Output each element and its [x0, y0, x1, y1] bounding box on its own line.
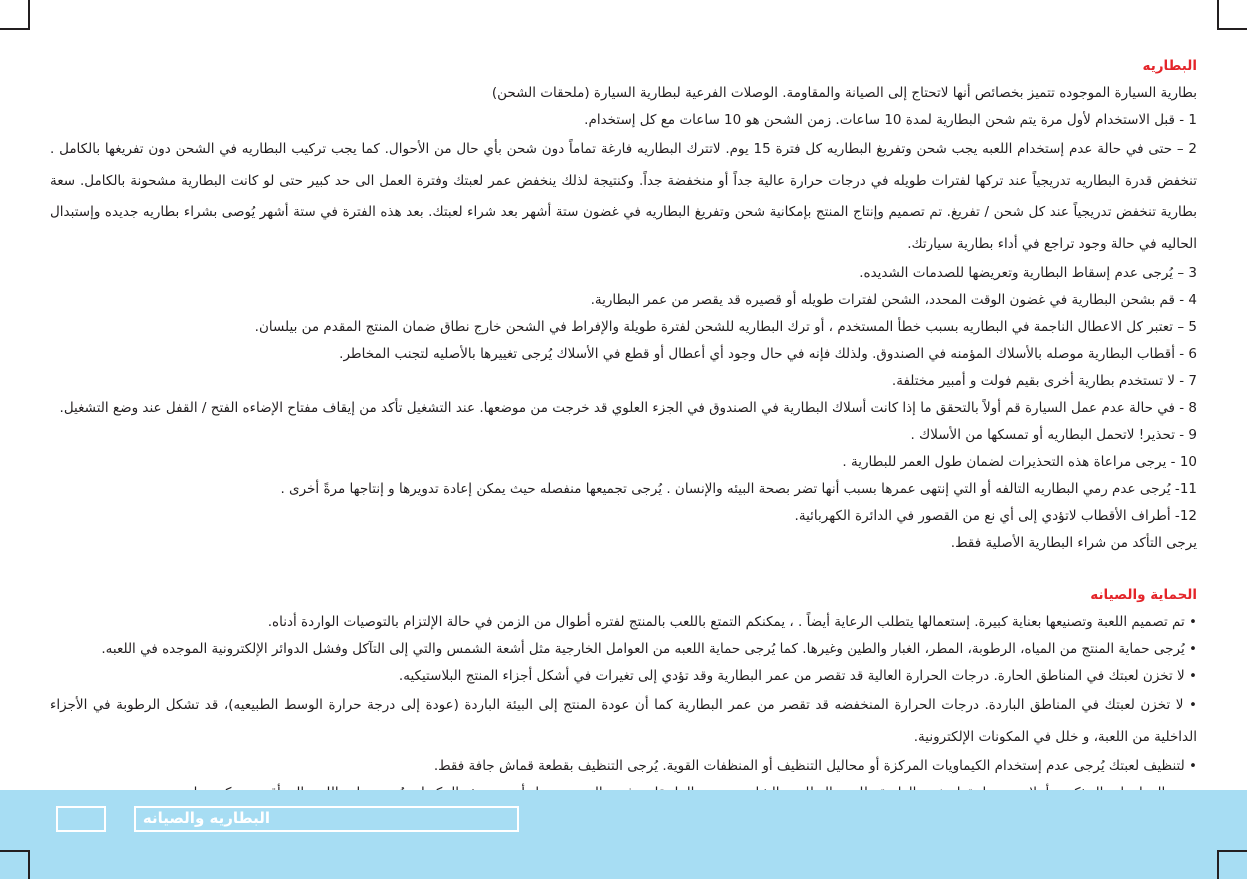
crop-mark [28, 850, 30, 879]
section-gap [50, 557, 1197, 581]
crop-mark [0, 28, 30, 30]
battery-paragraph: 2 – حتى في حالة عدم إستخدام اللعبه يجب شحن وتفريغ البطاريه كل فترة 15 يوم. لاتترك البطاريه فارغة تماماً دون شحن بأي حال من الأحوال. كما يجب تركيب البطاريه في الشحن دون تفريغها بالكامل . تنخفض قدرة البطاريه تدريجياً عند تركها لفترات طويله في درجات حرارة عالية جداً أو منخفضة جداً. وكنتيجة لذلك ينخفض عمر لعبتك وفترة العمل الى حد كبير حتى لو كانت البطارية مشحونة بالكامل. سعة بطارية تنخفض تدريجياً عند كل شحن / تفريغ. تم تصميم وإنتاج المنتج بإمكانية شحن وتفريغ البطاريه في غضون ستة أشهر بعد شراء لعبتك. بعد هذه الفترة في ستة أشهر يُوصى بشراء بطاريه جديده وإستبدال الحاليه في حالة وجود تراجع في أداء بطارية سيارتك. [50, 141, 1197, 252]
maintenance-paragraph: • لتنظيف لعبتك يُرجى عدم إستخدام الكيماويات المركزة أو محاليل التنظيف أو المنظفات القوية. يُرجى التنظيف بقطعة قماش جافة فقط. [433, 758, 1197, 774]
battery-paragraph: 7 - لا تستخدم بطارية أخرى بقيم فولت و أمبير مختلفة. [891, 373, 1197, 389]
crop-mark [1217, 850, 1219, 879]
maintenance-paragraph: • لا تخزن لعبتك في المناطق الحارة. درجات الحرارة العالية قد تقصر من عمر البطارية وقد تؤدي إلى تغيرات في أشكل أجزاء المنتج البلاستيكيه. [398, 668, 1197, 684]
battery-paragraph: 12- أطراف الأقطاب لاتؤدي إلى أي نع من القصور في الدائرة الكهربائية. [794, 508, 1197, 524]
battery-paragraph: 1 - قبل الاستخدام لأول مرة يتم شحن البطارية لمدة 10 ساعات. زمن الشحن هو 10 ساعات مع كل إستخدام. [584, 112, 1197, 128]
crop-mark [1217, 0, 1219, 30]
maintenance-heading: الحماية والصيانه [1090, 587, 1197, 603]
battery-paragraph: 11- يُرجى عدم رمي البطاريه التالفه أو التي إنتهى عمرها بسبب أنها تضر بصحة البيئه والإنسان . يُرجى تجميعها منفصله حيث يمكن إعادة تدويرها و إنتاجها مرةً أخرى . [280, 481, 1197, 497]
maintenance-paragraph: • يُرجى حماية المنتج من المياه، الرطوبة، المطر، الغبار والطين وغيرها. كما يُرجى حماية اللعبه من العوامل الخارجية مثل أشعة الشمس والتي إلى التآكل وفشل الدوائر الإلكترونية الموجده في اللعبه. [101, 641, 1197, 657]
battery-paragraph: 9 - تحذير! لاتحمل البطاريه أو تمسكها من الأسلاك . [910, 427, 1197, 443]
battery-paragraph: 8 - في حالة عدم عمل السيارة قم أولاً بالتحقق ما إذا كانت أسلاك البطارية في الصندوق في الجزء العلوي قد خرجت من موضعها. عند التشغيل تأكد من إيقاف مفتاح الإضاءه الفتح / القفل عند وضع التشغيل. [59, 400, 1197, 416]
battery-paragraph: بطارية السيارة الموجوده تتميز بخصائص أنها لاتحتاج إلى الصيانة والمقاومة. الوصلات الفرعية لبطارية السيارة (ملحقات الشحن) [491, 85, 1197, 101]
maintenance-paragraph: • تم تصميم اللعبة وتصنيعها بعناية كبيرة. إستعمالها يتطلب الرعاية أيضاً . ، يمكنكم التمتع باللعب بالمنتج لفتره أطوال من الزمن في حالة الإلتزام بالتوصيات الواردة أدناه. [267, 614, 1197, 630]
battery-paragraph: 6 - أقطاب البطارية موصله بالأسلاك المؤمنه في الصندوق. ولذلك فإنه في حال وجود أي أعطال أو قطع في الأسلاك يُرجى تغييرها بالأصليه لتجنب المخاطر. [339, 346, 1197, 362]
page-number-box [56, 806, 106, 832]
battery-heading: البطاريه [1142, 58, 1197, 74]
maintenance-paragraph: • لا تخزن لعبتك في المناطق الباردة. درجات الحرارة المنخفضه قد تقصر من عمر البطارية كما أن عودة المنتج إلى البيئة الباردة (عودة إلى درجة حرارة الوسط الطبيعيه)، قد تشكل الرطوبة في الأجزاء الداخلية من اللعبة، و خلل في المكونات الإلكترونية. [50, 697, 1197, 745]
battery-paragraph: 5 – تعتبر كل الاعطال الناجمة في البطاريه بسبب خطأ المستخدم ، أو ترك البطاريه للشحن لفترة طويلة والإفراط في الشحن خارج نطاق ضمان المنتج المقدم من بيلسان. [254, 319, 1197, 335]
page-content [50, 52, 1197, 807]
crop-mark [28, 0, 30, 30]
battery-paragraph: 4 - قم بشحن البطارية في غضون الوقت المحدد، الشحن لفترات طويله أو قصيره قد يقصر من عمر البطارية. [590, 292, 1197, 308]
crop-mark [1217, 850, 1247, 852]
footer-band [0, 790, 1247, 879]
battery-paragraph: 10 - يرجى مراعاة هذه التحذيرات لضمان طول العمر للبطارية . [842, 454, 1197, 470]
battery-paragraph: يرجى التأكد من شراء البطارية الأصلية فقط. [950, 535, 1197, 551]
battery-paragraph: 3 – يُرجى عدم إسقاط البطارية وتعريضها للصدمات الشديده. [859, 265, 1197, 281]
crop-mark [0, 850, 30, 852]
crop-mark [1217, 28, 1247, 30]
footer-title: البطاريه والصيانه [142, 809, 270, 827]
